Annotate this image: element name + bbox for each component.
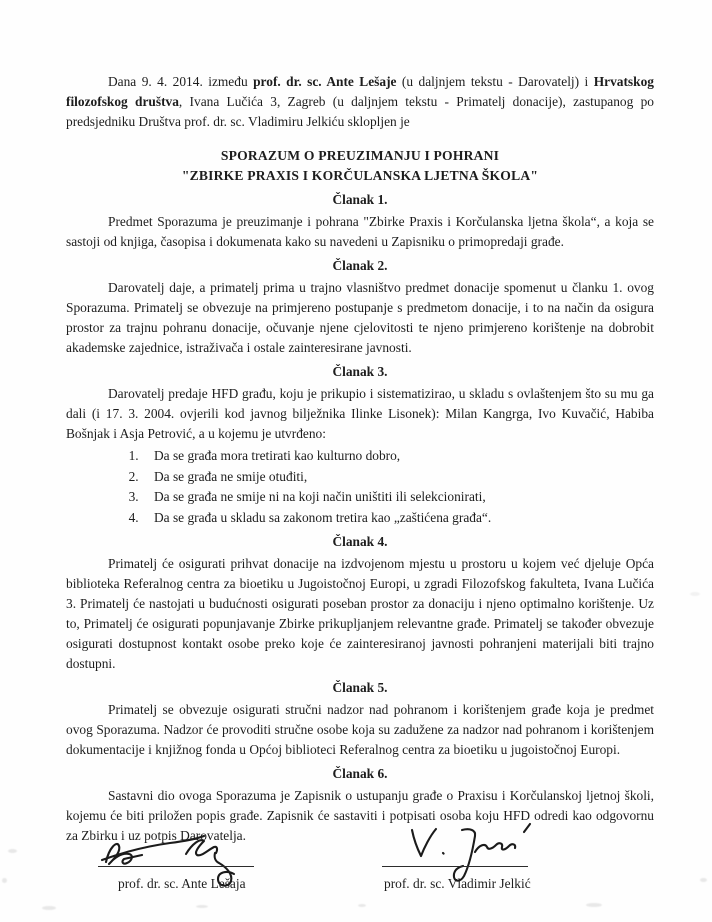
agreement-title-line2: "ZBIRKE PRAXIS I KORČULANSKA LJETNA ŠKOLA" [181,168,539,183]
intro-paragraph [66,72,654,132]
article-1-heading: Članak 1. [332,192,388,207]
agreement-title [66,146,654,186]
scan-noise [8,849,17,853]
signature-line [382,866,528,867]
text-run: prof. dr. sc. Ante Lešaje [253,74,397,89]
article-1-paragraph: Predmet Sporazuma je preuzimanje i pohrana "Zbirke Praxis i Korčulanska ljetna škola“, a koja se sastoji od knjiga, časopisa i dokumenata kako su navedeni u Zapisniku o primopredaji građe. [66,214,654,249]
scan-noise [586,903,602,907]
article-1 [66,190,654,252]
article-2 [66,256,654,358]
article-6-paragraph: Sastavni dio ovoga Sporazuma je Zapisnik o ustupanju građe o Praxisu i Korčulanskoj ljetnoj školi, kojemu će biti priložen popis građe. Zapisnik će sastaviti i potpisati osoba koju HFD odredi kao odgovornu za Zbirku i uz potpis Darovatelja. [66,788,654,843]
scan-noise [2,878,7,883]
scan-noise [690,592,700,596]
article-4-heading: Članak 4. [332,534,388,549]
list-item: 3. Da se građa ne smije ni na koji način uništiti ili selekcionirati, [142,487,654,508]
article-2-paragraph: Darovatelj daje, a primatelj prima u trajno vlasništvo predmet donacije spomenut u članku 1. ovog Sporazuma. Primatelj se obvezuje na primjereno postupanje s predmetom donacije, i to na način da osigura prostor za trajnu pohranu donacije, očuvanje njene cjelovitosti te njeno primjereno korištenje na dobrobit akademske zajednice, istraživača i ostale zainteresirane javnosti. [66,280,654,355]
article-5 [66,678,654,760]
article-2-heading: Članak 2. [332,258,388,273]
article-3-heading: Članak 3. [332,364,388,379]
list-item: 4. Da se građa u skladu sa zakonom tretira kao „zaštićena građa“. [142,508,654,529]
agreement-title-line1: SPORAZUM O PREUZIMANJU I POHRANI [220,148,500,163]
article-5-paragraph: Primatelj se obvezuje osigurati stručni nadzor nad pohranom i korištenjem građe koja je predmet ovog Sporazuma. Nadzor će provoditi stručne osobe koja su zadužene za nadzor nad pohranom i korištenjem dokumentacije i knjižnog fonda u Općoj biblioteci Referalnog centra za bioetiku u jugoistočnoj Europi. [66,702,654,757]
article-5-heading: Članak 5. [332,680,388,695]
text-run: Hrvatskog filozofskog društva [66,74,654,109]
article-3-paragraph: Darovatelj predaje HFD građu, koju je prikupio i sistematizirao, u skladu s ovlaštenjem što su mu ga dali (i 17. 3. 2004. ovjerili kod javnog bilježnika Ilinke Lisonek): Milan Kangrga, Ivo Kuvačić, Habiba Bošnjak i Asja Petrović, a u kojemu je utvrđeno: [66,386,654,441]
document-content [66,72,654,846]
article-6-heading: Članak 6. [332,766,388,781]
scan-noise [358,904,366,907]
scan-noise [42,906,56,910]
scan-noise [700,878,707,882]
article-4-paragraph: Primatelj će osigurati prihvat donacije na izdvojenom mjestu u prostoru u kojem već djeluje Opća biblioteka Referalnog centra za bioetiku u Jugoistočnoj Europi, u zgradi Filozofskog fakulteta, Ivana Lučića 3. Primatelj će nastojati u budućnosti osigurati poseban prostor za donaciju i njeno optimalno korištenje. Uz to, Primatelj će osigurati popunjavanje Zbirke prikupljanjem relevantne građe. Primatelj se također obvezuje osigurati dostupnost kontakt osobe preko koje će zainteresiranoj javnosti pohranjeni materijali biti trajno dostupni. [66,556,654,671]
signature-line [98,866,254,867]
article-3 [66,362,654,528]
article-4 [66,532,654,674]
text-run: , Ivana Lučića 3, Zagreb (u daljnjem tekstu - Primatelj donacije), zastupanog po predsjedniku Društva prof. dr. sc. Vladimiru Jelkiću sklopljen je [66,94,654,129]
scan-noise [196,905,208,908]
text-run: (u daljnjem tekstu - Darovatelj) i [396,74,594,89]
list-item: 1. Da se građa mora tretirati kao kulturno dobro, [142,446,654,467]
darovatelj-name: prof. dr. sc. Ante Lešaja [118,876,246,891]
terms-list [66,446,654,528]
text-run: Dana 9. 4. 2014. između [108,74,254,89]
primatelj-name: prof. dr. sc. Vladimir Jelkić [384,876,531,891]
list-item: 2. Da se građa ne smije otuđiti, [142,467,654,488]
